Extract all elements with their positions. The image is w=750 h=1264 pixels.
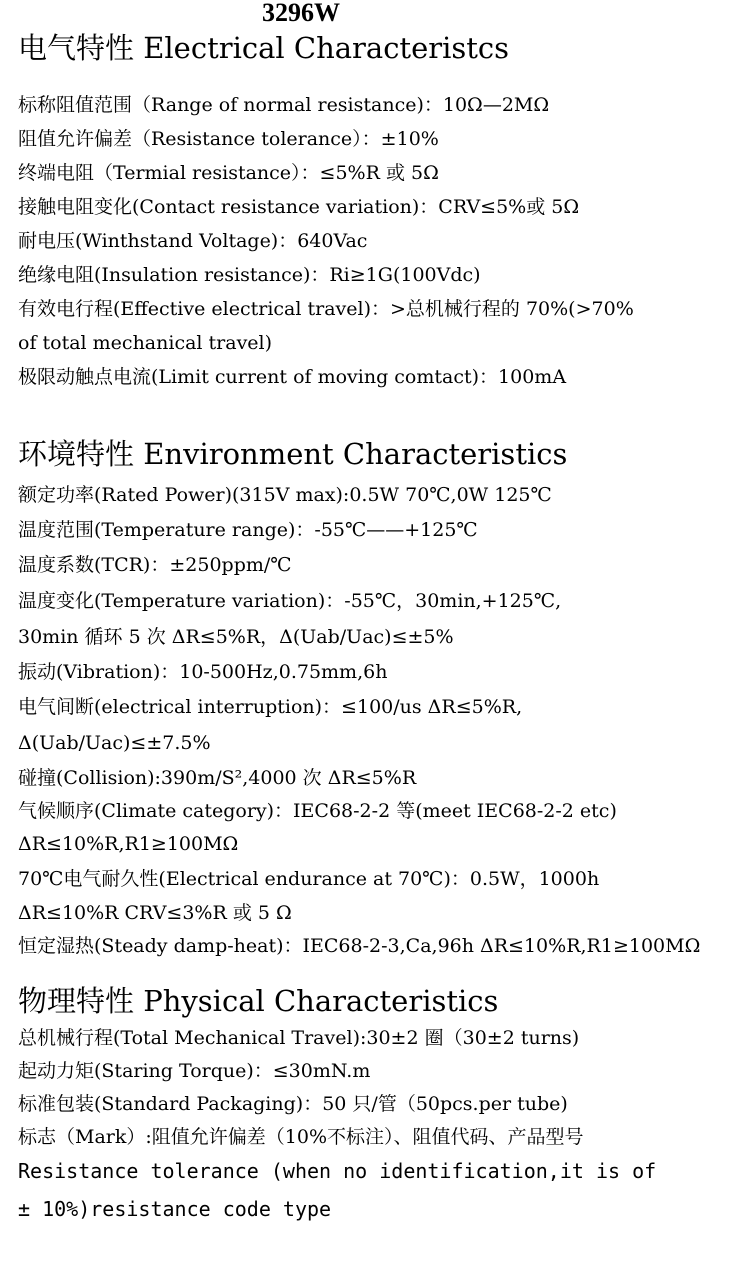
spec-line-insulation-resistance: 绝缘电阻(Insulation resistance)：Ri≥1G(100Vdc) bbox=[18, 264, 481, 286]
spec-line-resistance-tolerance: 阻值允许偏差（Resistance tolerance）：±10% bbox=[18, 128, 439, 150]
environment-section-heading: 环境特性 Environment Characteristics bbox=[18, 437, 568, 471]
spec-line-effective-travel: 有效电行程(Effective electrical travel)：>总机械行程的 70%(>70% bbox=[18, 298, 634, 320]
physical-section-heading: 物理特性 Physical Characteristics bbox=[18, 984, 499, 1018]
spec-line-climate-category: 气候顺序(Climate category)：IEC68-2-2 等(meet IEC68-2-2 etc) bbox=[18, 800, 617, 822]
product-model-title: 3296W bbox=[262, 0, 340, 27]
spec-line-temperature-range: 温度范围(Temperature range)：-55℃——+125℃ bbox=[18, 519, 478, 541]
spec-line-tcr: 温度系数(TCR)：±250ppm/℃ bbox=[18, 554, 292, 576]
spec-line-standard-packaging: 标准包装(Standard Packaging)：50 只/管（50pcs.per tube) bbox=[18, 1093, 568, 1115]
spec-line-mark-english: Resistance tolerance (when no identification,it is of bbox=[18, 1159, 657, 1183]
spec-line-effective-travel-cont: of total mechanical travel) bbox=[18, 332, 273, 354]
spec-line-electrical-endurance-cont: ΔR≤10%R CRV≤3%R 或 5 Ω bbox=[18, 902, 292, 924]
spec-line-withstand-voltage: 耐电压(Winthstand Voltage)：640Vac bbox=[18, 230, 368, 252]
spec-line-collision: 碰撞(Collision):390m/S²,4000 次 ΔR≤5%R bbox=[18, 767, 417, 789]
spec-line-climate-category-cont: ΔR≤10%R,R1≥100MΩ bbox=[18, 833, 239, 855]
spec-line-mechanical-travel: 总机械行程(Total Mechanical Travel):30±2 圈（30±2 turns) bbox=[18, 1027, 580, 1049]
spec-line-contact-resistance: 接触电阻变化(Contact resistance variation)：CRV≤5%或 5Ω bbox=[18, 196, 580, 218]
spec-line-starting-torque: 起动力矩(Staring Torque)：≤30mN.m bbox=[18, 1060, 371, 1082]
spec-line-rated-power: 额定功率(Rated Power)(315V max):0.5W 70℃,0W 125℃ bbox=[18, 484, 552, 506]
spec-line-mark: 标志（Mark）:阻值允许偏差（10%不标注）、阻值代码、产品型号 bbox=[18, 1126, 584, 1148]
spec-line-electrical-interruption: 电气间断(electrical interruption)：≤100/us ΔR≤5%R, bbox=[18, 696, 523, 718]
spec-line-terminal-resistance: 终端电阻（Termial resistance）：≤5%R 或 5Ω bbox=[18, 162, 439, 184]
spec-line-mark-english-cont: ± 10%)resistance code type bbox=[18, 1197, 332, 1221]
spec-line-limit-current: 极限动触点电流(Limit current of moving comtact)：100mA bbox=[18, 366, 567, 388]
spec-line-temperature-variation: 温度变化(Temperature variation)：-55℃，30min,+125℃, bbox=[18, 590, 562, 612]
spec-line-electrical-interruption-cont: Δ(Uab/Uac)≤±7.5% bbox=[18, 732, 211, 754]
spec-line-vibration: 振动(Vibration)：10-500Hz,0.75mm,6h bbox=[18, 661, 388, 683]
spec-line-steady-damp-heat: 恒定湿热(Steady damp-heat)：IEC68-2-3,Ca,96h ΔR≤10%R,R1≥100MΩ bbox=[18, 935, 701, 957]
spec-line-temperature-variation-cont: 30min 循环 5 次 ΔR≤5%R，Δ(Uab/Uac)≤±5% bbox=[18, 626, 454, 648]
electrical-section-heading: 电气特性 Electrical Characteristcs bbox=[18, 31, 510, 65]
spec-line-electrical-endurance: 70℃电气耐久性(Electrical endurance at 70℃)：0.5W，1000h bbox=[18, 868, 600, 890]
spec-line-resistance-range: 标称阻值范围（Range of normal resistance)：10Ω—2MΩ bbox=[18, 94, 550, 116]
